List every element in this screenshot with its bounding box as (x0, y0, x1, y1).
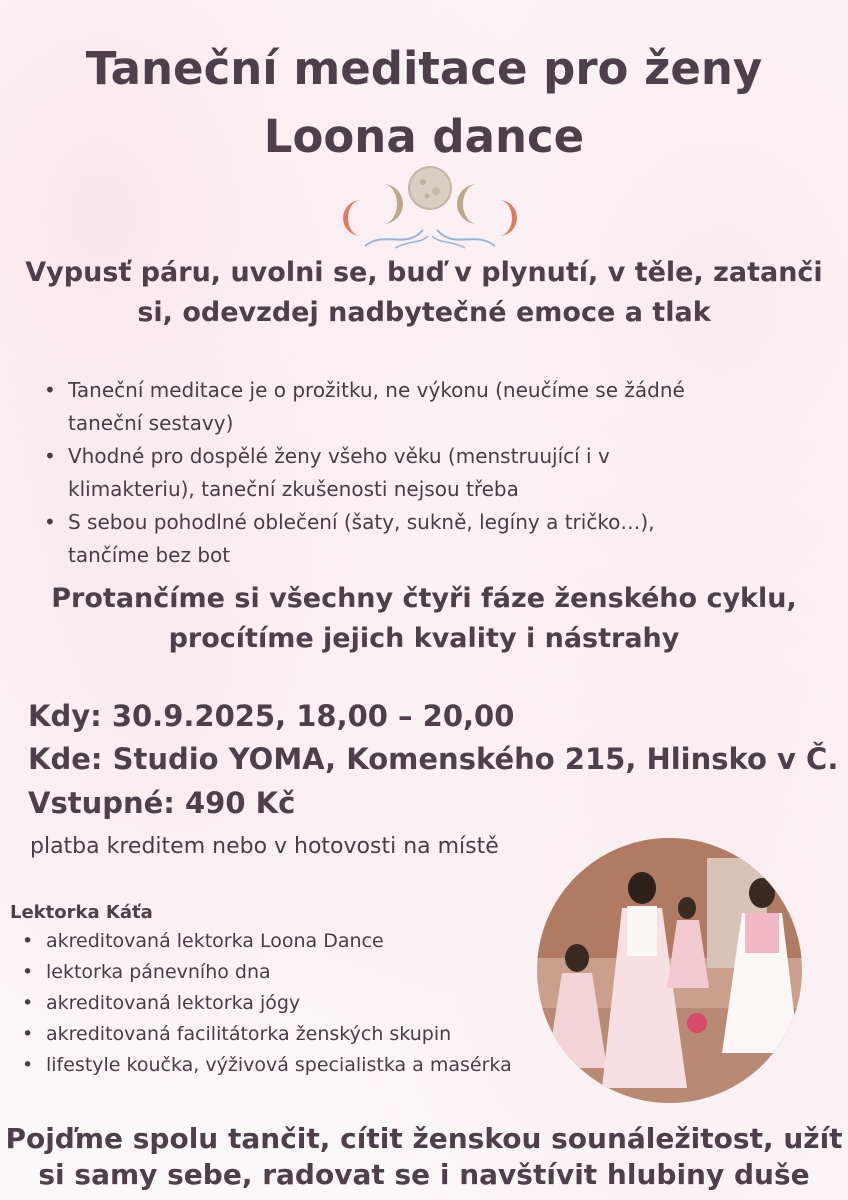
intro-bullet-item (44, 506, 808, 572)
bullet-text: tančíme bez bot (68, 543, 231, 567)
bullet-dot-icon: • (22, 992, 34, 1014)
bullet-text: Taneční meditace je o prožitku, ne výkonu (neučíme se žádné (68, 378, 685, 402)
bullet-dot-icon: • (44, 378, 56, 402)
lector-item-text: akreditovaná lektorka jógy (46, 992, 301, 1014)
title-line-2: Loona dance (263, 110, 585, 163)
intro-bullet-item (44, 374, 808, 440)
bullet-text: taneční sestavy) (68, 411, 234, 435)
lector-title: Lektorka Káťa (10, 902, 153, 923)
event-price: Vstupné: 490 Kč (28, 786, 296, 820)
closing-line-2: si samy sebe, radovat se i navštívit hlubiny duše (38, 1158, 810, 1191)
lector-item (22, 926, 546, 957)
moon-phases-icon (335, 160, 525, 255)
lector-item-text: lektorka pánevního dna (46, 961, 271, 983)
lector-item (22, 988, 546, 1019)
intro-bullet-list (44, 374, 808, 572)
tagline-line-2: si, odevzdej nadbytečné emoce a tlak (137, 297, 711, 328)
event-location: Kde: Studio YOMA, Komenského 215, Hlinsko v Č. (28, 742, 839, 776)
phases-line-1: Protančíme si všechny čtyři fáze ženského cyklu, (51, 583, 797, 614)
tagline-line-1: Vypusť páru, uvolni se, buď v plynutí, v těle, zatanči (25, 257, 823, 288)
lector-item (22, 1050, 546, 1081)
title-line-1: Taneční meditace pro ženy (85, 42, 763, 95)
intro-bullet-item (44, 440, 808, 506)
lector-item (22, 1019, 546, 1050)
bullet-dot-icon: • (44, 510, 56, 534)
lector-item-text: akreditovaná lektorka Loona Dance (46, 930, 384, 952)
bullet-dot-icon: • (22, 1054, 34, 1076)
payment-note: platba kreditem nebo v hotovosti na místě (30, 834, 499, 859)
closing-line-1: Pojďme spolu tančit, cítit ženskou sounáležitost, užít (5, 1122, 843, 1155)
event-date: Kdy: 30.9.2025, 18,00 – 20,00 (28, 699, 515, 733)
lector-item-text: akreditovaná facilitátorka ženských skupin (46, 1023, 452, 1045)
bullet-text: S sebou pohodlné oblečení (šaty, sukně, legíny a tričko…), (68, 510, 655, 534)
bullet-text: Vhodné pro dospělé ženy všeho věku (menstruující i v (68, 444, 610, 468)
bullet-dot-icon: • (22, 1023, 34, 1045)
bullet-dot-icon: • (22, 961, 34, 983)
bullet-dot-icon: • (44, 444, 56, 468)
bullet-text: klimakteriu), taneční zkušenosti nejsou třeba (68, 477, 519, 501)
bullet-dot-icon: • (22, 930, 34, 952)
lector-item (22, 957, 546, 988)
lector-item-text: lifestyle koučka, výživová specialistka a masérka (46, 1054, 512, 1076)
dancing-women-photo (537, 838, 802, 1103)
lector-list (22, 926, 546, 1081)
phases-line-2: procítíme jejich kvality i nástrahy (168, 623, 680, 654)
